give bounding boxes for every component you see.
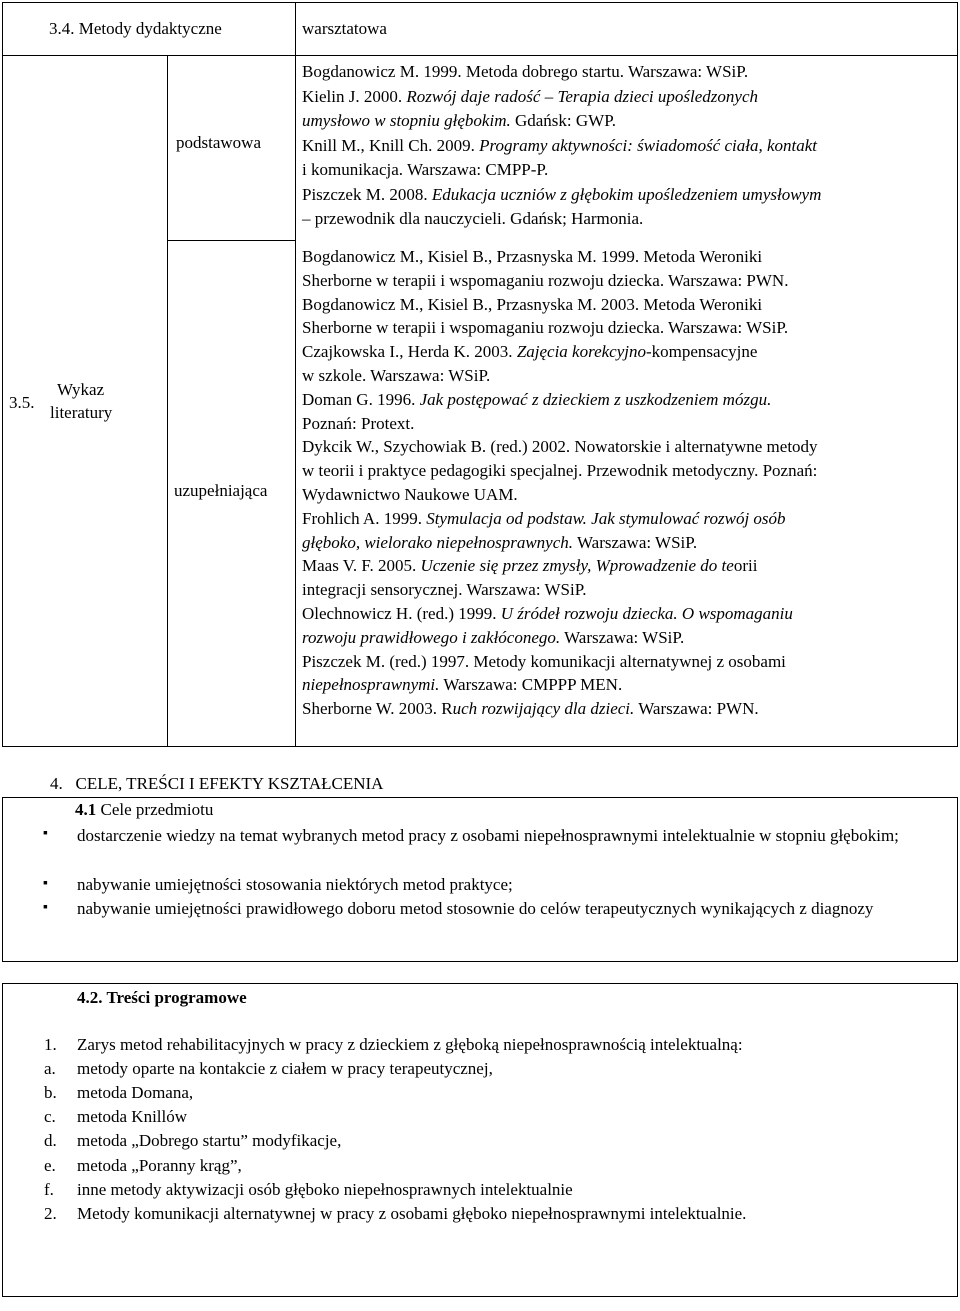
supplementary-reference-line: Doman G. 1996. Jak postępować z dzieckiem z uszkodzeniem mózgu. bbox=[302, 389, 772, 409]
basic-reference-line: – przewodnik dla nauczycieli. Gdańsk; Harmonia. bbox=[302, 209, 644, 228]
content-item-marker: c. bbox=[44, 1107, 56, 1127]
supplementary-reference-line: Bogdanowicz M., Kisiel B., Przasnyska M. 2003. Metoda Weroniki bbox=[302, 294, 763, 314]
content-item-text: Metody komunikacji alternatywnej w pracy z osobami głęboko niepełnosprawnymi intelektualnie. bbox=[77, 1203, 747, 1223]
goals-title-text: Cele przedmiotu bbox=[96, 800, 214, 819]
content-item-text: metoda „Dobrego startu” modyfikacje, bbox=[77, 1131, 342, 1151]
literature-number: 3.5. bbox=[9, 393, 35, 412]
content-item-marker: a. bbox=[44, 1059, 56, 1079]
goal-item-2: nabywanie umiejętności stosowania niektórych metod praktyce; bbox=[77, 875, 513, 894]
content-item-marker: 1. bbox=[44, 1035, 57, 1054]
content-item-marker: 2. bbox=[44, 1203, 57, 1223]
goal-item-1: dostarczenie wiedzy na temat wybranych metod pracy z osobami niepełnosprawnymi intelektualnie w stopniu głębokim; bbox=[77, 826, 899, 845]
section-heading: 4. CELE, TREŚCI I EFEKTY KSZTAŁCENIA bbox=[50, 774, 384, 793]
basic-reference-line: Bogdanowicz M. 1999. Metoda dobrego startu. Warszawa: WSiP. bbox=[302, 62, 749, 81]
goals-title-number: 4.1 bbox=[75, 800, 97, 819]
supplementary-reference-line: w teorii i praktyce pedagogiki specjalnej. Przewodnik metodyczny. Poznań: bbox=[302, 461, 818, 481]
basic-reference-line: umysłowo w stopniu głębokim. Gdańsk: GWP. bbox=[302, 111, 617, 130]
supplementary-reference-line: Sherborne w terapii i wspomaganiu rozwoju dziecka. Warszawa: PWN. bbox=[302, 270, 789, 290]
supplementary-reference-line: Bogdanowicz M., Kisiel B., Przasnyska M. 1999. Metoda Weroniki bbox=[302, 247, 763, 266]
bullet-1: ▪ bbox=[43, 826, 48, 841]
literature-label-1: Wykaz bbox=[57, 380, 105, 399]
basic-reference-line: Piszczek M. 2008. Edukacja uczniów z głębokim upośledzeniem umysłowym bbox=[302, 184, 822, 204]
content-item-marker: f. bbox=[44, 1179, 54, 1199]
content-item-text: metoda Knillów bbox=[77, 1107, 188, 1127]
supplementary-reference-line: Piszczek M. (red.) 1997. Metody komunikacji alternatywnej z osobami bbox=[302, 651, 786, 671]
goals-title bbox=[75, 800, 213, 820]
supplementary-reference-line: Dykcik W., Szychowiak B. (red.) 2002. Nowatorskie i alternatywne metody bbox=[302, 437, 818, 457]
content-item-marker: e. bbox=[44, 1155, 56, 1175]
content-item-text: Zarys metod rehabilitacyjnych w pracy z dzieckiem z głęboką niepełnosprawnością intelektualną: bbox=[77, 1035, 743, 1054]
supplementary-reference-line: niepełnosprawnymi. Warszawa: CMPPP MEN. bbox=[302, 675, 623, 695]
methods-label: 3.4. Metody dydaktyczne bbox=[49, 19, 222, 38]
supplementary-reference-line: Frohlich A. 1999. Stymulacja od podstaw. Jak stymulować rozwój osób bbox=[302, 508, 786, 528]
supplementary-reference-line: rozwoju prawidłowego i zakłóconego. Warszawa: WSiP. bbox=[302, 627, 685, 647]
bullet-2: ▪ bbox=[43, 876, 48, 891]
supplementary-reference-line: głęboko, wielorako niepełnosprawnych. Warszawa: WSiP. bbox=[302, 532, 698, 552]
content-item-text: metoda „Poranny krąg”, bbox=[77, 1155, 242, 1175]
supplementary-label: uzupełniająca bbox=[174, 481, 268, 500]
basic-reference-line: Knill M., Knill Ch. 2009. Programy aktywności: świadomość ciała, kontakt bbox=[302, 135, 818, 155]
supplementary-reference-line: Olechnowicz H. (red.) 1999. U źródeł rozwoju dziecka. O wspomaganiu bbox=[302, 604, 793, 623]
supplementary-reference-line: integracji sensorycznej. Warszawa: WSiP. bbox=[302, 580, 587, 600]
basic-label: podstawowa bbox=[176, 133, 261, 152]
basic-reference-line: Kielin J. 2000. Rozwój daje radość – Terapia dzieci upośledzonych bbox=[302, 86, 758, 106]
content-item-marker: b. bbox=[44, 1083, 57, 1103]
content-item-text: inne metody aktywizacji osób głęboko niepełnosprawnych intelektualnie bbox=[77, 1179, 573, 1199]
goal-item-3: nabywanie umiejętności prawidłowego doboru metod stosownie do celów terapeutycznych wynikających z diagnozy bbox=[77, 899, 874, 918]
content-item-text: metoda Domana, bbox=[77, 1083, 194, 1103]
content-title: 4.2. Treści programowe bbox=[77, 988, 247, 1007]
content-item-text: metody oparte na kontakcie z ciałem w pracy terapeutycznej, bbox=[77, 1059, 493, 1079]
content-item-marker: d. bbox=[44, 1131, 57, 1151]
basic-reference-line: i komunikacja. Warszawa: CMPP-P. bbox=[302, 160, 549, 179]
supplementary-reference-line: Sherborne w terapii i wspomaganiu rozwoju dziecka. Warszawa: WSiP. bbox=[302, 318, 789, 338]
methods-value: warsztatowa bbox=[302, 19, 387, 38]
supplementary-reference-line: Maas V. F. 2005. Uczenie się przez zmysły, Wprowadzenie do teorii bbox=[302, 556, 758, 576]
supplementary-reference-line: Wydawnictwo Naukowe UAM. bbox=[302, 485, 518, 504]
supplementary-reference-line: w szkole. Warszawa: WSiP. bbox=[302, 366, 491, 385]
literature-label-2: literatury bbox=[50, 403, 113, 422]
supplementary-reference-line: Sherborne W. 2003. Ruch rozwijający dla dzieci. Warszawa: PWN. bbox=[302, 699, 759, 719]
supplementary-reference-line: Poznań: Protext. bbox=[302, 413, 415, 433]
supplementary-reference-line: Czajkowska I., Herda K. 2003. Zajęcia korekcyjno-kompensacyjne bbox=[302, 342, 758, 362]
bullet-3: ▪ bbox=[43, 900, 48, 915]
